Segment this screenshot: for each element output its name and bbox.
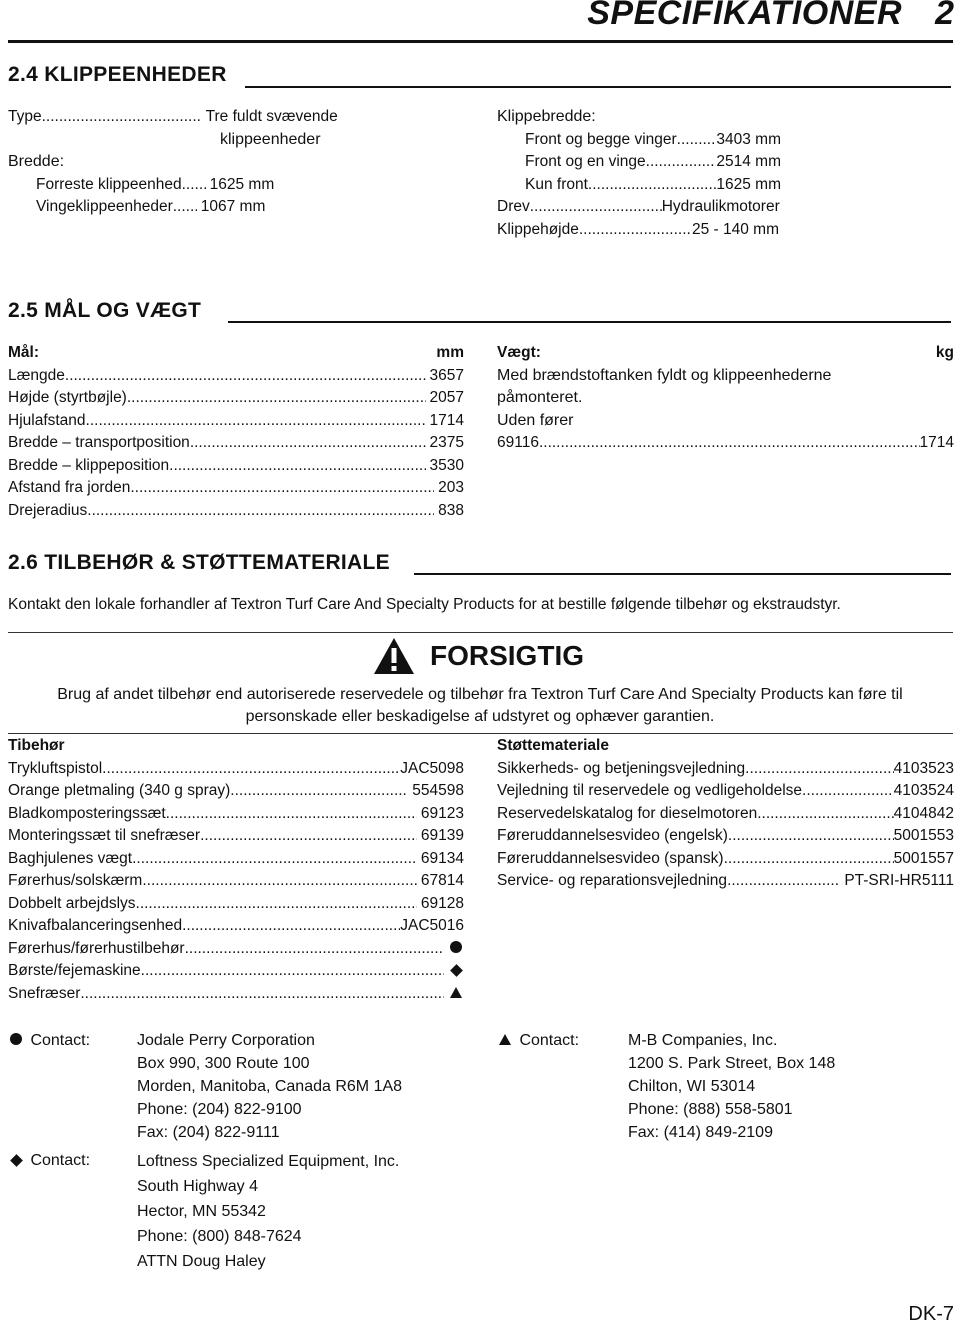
contact-line: 1200 S. Park Street, Box 148 (628, 1055, 836, 1072)
header-rule (8, 40, 953, 43)
caution-bottom-rule (8, 733, 953, 734)
contact-line: Phone: (888) 558-5801 (628, 1101, 793, 1118)
contact-circle-address (137, 1029, 402, 1144)
support-part: 4104842 (893, 804, 954, 822)
contact-diamond-address (137, 1149, 399, 1274)
dimensions-table (8, 342, 464, 522)
dims-unit: mm (436, 344, 464, 361)
accessory-label: Baghjulenes vægt (8, 849, 133, 867)
support-part: PT-SRI-HR5111 (844, 872, 954, 889)
dim-label: Bredde – transportposition (8, 434, 190, 451)
contact-triangle (497, 1029, 579, 1052)
dim-value: 2375 (429, 434, 464, 451)
spec-value: 3403 mm (716, 130, 781, 148)
accessories-intro: Kontakt den lokale forhandler af Textron Turf Care And Specialty Products for at bestille følgende tilbehør og ekstraudstyr. (8, 596, 841, 613)
klippeenheder-left (8, 106, 368, 219)
weight-text-1: Med brændstoftanken fyldt og klippeenhederne (497, 366, 832, 384)
caution-title: FORSIGTIG (430, 640, 584, 671)
section-2-6-heading: 2.6 TILBEHØR & STØTTEMATERIALE (8, 551, 390, 574)
contact-line: ATTN Doug Haley (137, 1253, 266, 1270)
section-rule (414, 573, 951, 575)
drive-label: Drev (497, 198, 530, 215)
contact-line: Hector, MN 55342 (137, 1203, 266, 1220)
support-label: Reservedelskatalog for dieselmotoren (497, 804, 758, 822)
support-label: Føreruddannelsesvideo (engelsk) (497, 827, 728, 844)
dim-value: 1714 (429, 411, 464, 429)
accessory-label: Trykluftspistol (8, 759, 103, 777)
support-part: 5001557 (893, 849, 954, 867)
contact-line: Phone: (204) 822-9100 (137, 1101, 302, 1118)
support-part: 5001553 (893, 827, 954, 844)
accessory-part: 69139 (420, 827, 464, 844)
dim-label: Bredde – klippeposition (8, 456, 170, 474)
accessory-part: 69128 (420, 894, 464, 912)
support-label: Føreruddannelsesvideo (spansk) (497, 849, 724, 867)
type-label: Type (8, 108, 42, 125)
contact-line: Loftness Specialized Equipment, Inc. (137, 1153, 400, 1170)
wing-units-value: 1067 mm (200, 198, 266, 215)
accessory-part: 554598 (412, 782, 464, 799)
caution-text-1: Brug af andet tilbehør end autoriserede reservedele og tilbehør fra Textron Turf Care And Specialty Products kan føre til (57, 686, 903, 703)
diamond-marker-icon (450, 964, 463, 977)
weight-label: Vægt: (497, 344, 541, 361)
accessories-heading: Tibehør (8, 737, 65, 754)
accessory-label: Dobbelt arbejdslys (8, 894, 136, 912)
wing-units-label: Vingeklippeenheder (36, 198, 173, 215)
support-part: 4103523 (893, 759, 954, 777)
spec-value: 1625 mm (716, 175, 781, 193)
accessory-part: 69134 (420, 849, 464, 867)
dim-value: 838 (438, 501, 464, 519)
chapter-title: SPECIFIKATIONER (587, 0, 902, 32)
support-materials-list (497, 735, 954, 893)
contact-line: Fax: (204) 822-9111 (137, 1124, 280, 1141)
front-unit-label: Forreste klippeenhed (36, 175, 182, 193)
cut-width-label: Klippebredde: (497, 108, 596, 125)
accessory-label: Førerhus/førerhustilbehør (8, 939, 185, 957)
chapter-number: 2 (935, 0, 954, 32)
weight-text-3: Uden fører (497, 411, 574, 429)
section-2-4-heading: 2.4 KLIPPEENHEDER (8, 63, 227, 86)
triangle-marker-icon (450, 987, 462, 998)
caution-top-rule (8, 632, 953, 633)
type-value-2: klippeenheder (220, 130, 321, 148)
page-number: DK-7 (908, 1303, 954, 1325)
width-label: Bredde: (8, 153, 65, 170)
accessory-part: 69123 (420, 804, 464, 822)
accessory-label: Orange pletmaling (340 g spray) (8, 782, 231, 799)
cut-height-value: 25 - 140 mm (691, 220, 779, 238)
accessory-part: 67814 (420, 872, 464, 889)
weight-unit: kg (935, 344, 954, 361)
weight-value: 1714 (919, 434, 954, 451)
caution-text-2: personskade eller beskadigelse af udstyret og ophæver garantien. (245, 708, 715, 725)
dim-value: 203 (438, 479, 464, 496)
dim-value: 3530 (429, 456, 464, 474)
accessory-label: Monteringssæt til snefræser (8, 827, 201, 844)
spec-label: Front og begge vinger (525, 130, 677, 148)
dim-value: 3657 (429, 366, 464, 384)
cut-height-label: Klippehøjde (497, 220, 579, 238)
front-unit-value: 1625 mm (209, 175, 275, 193)
dims-label: Mål: (8, 344, 39, 361)
accessory-label: Snefræser (8, 984, 81, 1002)
accessory-part: JAC5016 (400, 917, 464, 934)
weight-block (497, 342, 954, 455)
weight-text-2: påmonteret. (497, 389, 583, 406)
spec-label: Kun front (525, 175, 588, 193)
contact-line: M-B Companies, Inc. (628, 1032, 778, 1049)
contact-line: Jodale Perry Corporation (137, 1032, 315, 1049)
warning-icon (372, 636, 416, 681)
dim-label: Hjulafstand (8, 411, 86, 429)
accessories-list (8, 735, 464, 1005)
triangle-marker-icon (499, 1034, 511, 1045)
contact-line: Fax: (414) 849-2109 (628, 1124, 773, 1141)
support-label: Service- og reparationsvejledning (497, 872, 728, 889)
accessory-label: Førerhus/solskærm (8, 872, 143, 889)
dim-label: Drejeradius (8, 501, 88, 519)
contact-label: Contact: (30, 1152, 91, 1169)
contact-triangle-address (628, 1029, 835, 1144)
dim-label: Afstand fra jorden (8, 479, 131, 496)
contact-diamond (8, 1149, 90, 1172)
spec-value: 2514 mm (716, 153, 781, 170)
contact-line: Phone: (800) 848-7624 (137, 1228, 302, 1245)
section-rule (245, 86, 951, 88)
support-heading: Støttemateriale (497, 737, 609, 754)
accessory-part: JAC5098 (400, 759, 464, 777)
contact-label: Contact: (30, 1032, 91, 1049)
accessory-label: Børste/fejemaskine (8, 962, 141, 979)
section-2-5-heading: 2.5 MÅL OG VÆGT (8, 299, 202, 322)
drive-value: Hydraulikmotorer (661, 198, 780, 215)
support-label: Sikkerheds- og betjeningsvejledning (497, 759, 746, 777)
contact-line: Box 990, 300 Route 100 (137, 1055, 310, 1072)
dim-value: 2057 (429, 389, 464, 406)
spec-label: Front og en vinge (525, 153, 646, 170)
contact-line: Chilton, WI 53014 (628, 1078, 756, 1095)
section-rule (228, 321, 951, 323)
contact-circle (8, 1029, 90, 1052)
dim-label: Længde (8, 366, 65, 384)
circle-marker-icon (10, 1033, 22, 1045)
contact-line: South Highway 4 (137, 1178, 258, 1195)
klippeenheder-right (497, 106, 857, 241)
type-value: Tre fuldt svævende (205, 108, 338, 125)
accessory-label: Knivafbalanceringsenhed (8, 917, 183, 934)
circle-marker-icon (450, 941, 462, 953)
dim-label: Højde (styrtbøjle) (8, 389, 127, 406)
support-label: Vejledning til reservedele og vedligeholdelse (497, 782, 803, 799)
contact-label: Contact: (519, 1032, 580, 1049)
diamond-marker-icon (10, 1154, 23, 1167)
contact-line: Morden, Manitoba, Canada R6M 1A8 (137, 1078, 403, 1095)
weight-model: 69116 (497, 434, 539, 451)
accessory-label: Bladkomposteringssæt (8, 804, 166, 822)
support-part: 4103524 (893, 782, 954, 799)
